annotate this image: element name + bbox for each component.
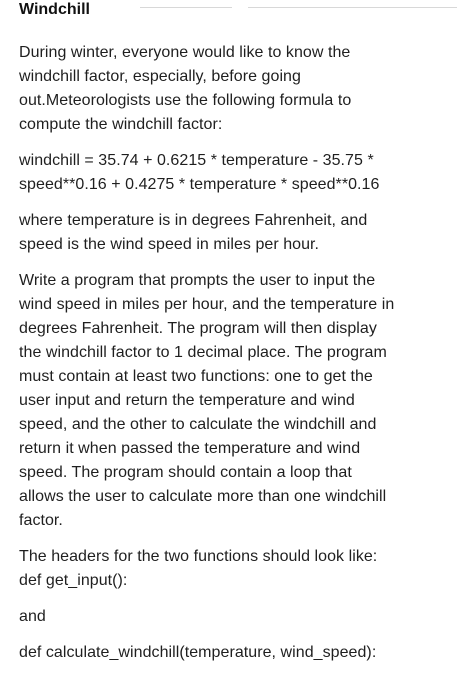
page-title: Windchill — [19, 1, 90, 18]
connector-text: and — [19, 608, 46, 625]
formula-paragraph: windchill = 35.74 + 0.6215 * temperature - 35.75 * speed**0.16 + 0.4275 * temperature * speed**0.16 — [19, 152, 380, 193]
header-divider-right — [248, 7, 457, 8]
requirements-paragraph: Write a program that prompts the user to input the wind speed in miles per hour, and the temperature in degrees Fahrenheit. The program will then display the windchill factor to 1 decimal place. The program must contain at least two functions: one to get the user input and return the temperature and wind speed, and the other to calculate the windchill and return it when passed the temperature and wind speed. The program should contain a loop that allows the user to calculate more than one windchill factor. — [19, 272, 395, 529]
header-divider-left — [140, 7, 232, 8]
units-paragraph: where temperature is in degrees Fahrenheit, and speed is the wind speed in miles per hour. — [19, 212, 368, 253]
function-headers-paragraph: The headers for the two functions should look like: def get_input(): — [19, 548, 378, 589]
header-bar — [0, 0, 457, 28]
intro-paragraph: During winter, everyone would like to know the windchill factor, especially, before going out.Meteorologists use the following formula to compute the windchill factor: — [19, 44, 352, 133]
calculate-header-line: def calculate_windchill(temperature, wind_speed): — [19, 644, 377, 661]
document-body — [19, 41, 447, 665]
